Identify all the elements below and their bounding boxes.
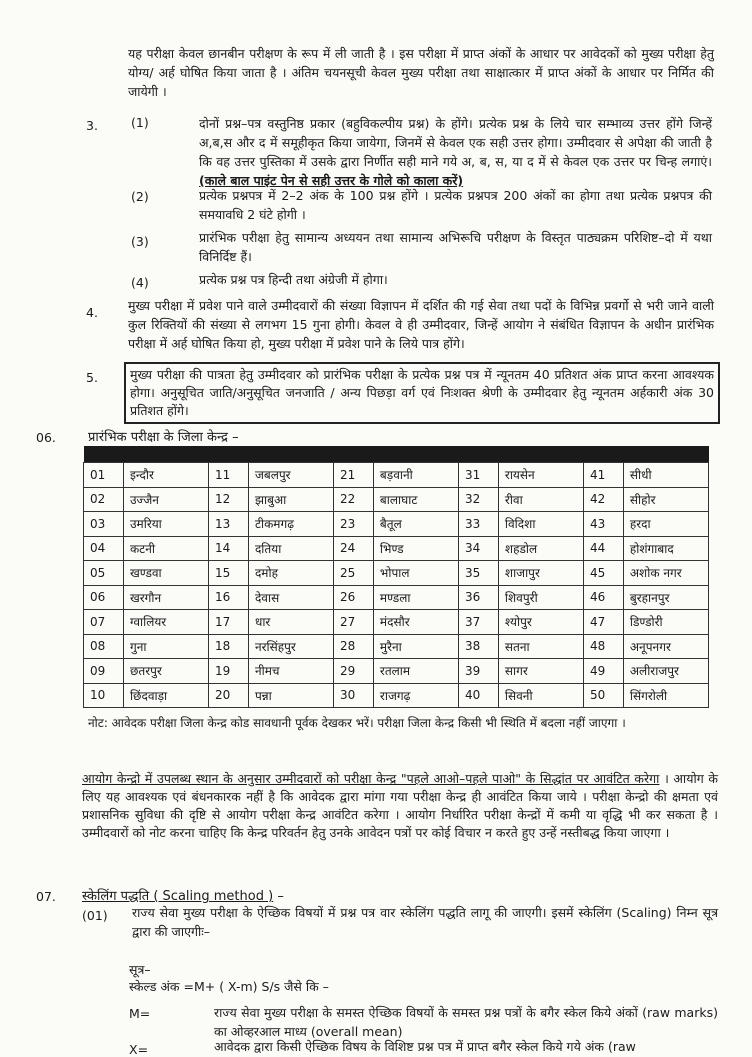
table-row <box>84 683 709 708</box>
item-7-1-text: राज्य सेवा मुख्य परीक्षा के ऐच्छिक विषयों में प्रश्न पत्र वार स्केलिंग पद्धति लागू की जाएगी। इसमें स्केलिंग (Scaling) निम्न सूत्र द्वारा की जाएगीः– <box>132 905 718 939</box>
section-6-number: 06. <box>36 430 56 445</box>
allotment-paragraph <box>82 770 718 842</box>
section-5-box: मुख्य परीक्षा की पात्रता हेतु उम्मीदवार को प्रारंभिक परीक्षा के प्रत्येक प्रश्न पत्र में न्यूनतम 40 प्रतिशत अंक प्राप्त करना आवश्यक होगा। अनुसूचित जाति/अनुसूचित जनजाति / अन्य पिछड़ा वर्ग एवं निःशक्त श्रेणी के उम्मीदवार हेतु न्यूनतम अर्हकारी अंक 30 प्रतिशत होंगे। <box>124 362 720 424</box>
centre-code: 33 <box>458 512 498 537</box>
def-m-symbol: M= <box>129 1006 151 1021</box>
centre-name: दमोह <box>248 561 333 586</box>
centre-code: 04 <box>84 536 124 561</box>
centre-name: बुरहानपुर <box>623 585 708 610</box>
centre-name: ग्वालियर <box>123 610 208 635</box>
centre-name: छतरपुर <box>123 659 208 684</box>
centre-code: 19 <box>208 659 248 684</box>
table-row <box>84 659 709 684</box>
table-row <box>84 561 709 586</box>
section-7-heading-text: स्केलिंग पद्धति ( Scaling method ) <box>82 889 274 904</box>
centre-name: देवास <box>248 585 333 610</box>
centre-code: 09 <box>84 659 124 684</box>
centre-code: 32 <box>458 487 498 512</box>
item-3-3-number: (3) <box>131 234 149 249</box>
centre-name: होशंगाबाद <box>623 536 708 561</box>
centre-name: सिंगरोली <box>623 683 708 708</box>
def-m-text: राज्य सेवा मुख्य परीक्षा के समस्त ऐच्छिक विषयों के समस्त प्रश्न पत्रों के बगैर स्केल किये अंकों (raw marks) का ओव्हरआल माध्य (overall mean) <box>214 1005 718 1039</box>
centre-code: 13 <box>208 512 248 537</box>
item-3-3-text: प्रारंभिक परीक्षा हेतु सामान्य अध्ययन तथा सामान्य अभिरूचि परीक्षण के विस्तृत पाठ्यक्रम परिशिष्ट–दो में यथा विनिर्दिष्ट हैं। <box>199 230 712 264</box>
centre-name: अशोक नगर <box>623 561 708 586</box>
centre-name: रीवा <box>498 487 583 512</box>
centre-code: 10 <box>84 683 124 708</box>
table-header-band <box>84 446 709 463</box>
centre-name: गुना <box>123 634 208 659</box>
district-centres-table <box>83 446 709 708</box>
table-note: नोट: आवेदक परीक्षा जिला केन्द्र कोड सावधानी पूर्वक देखकर भरें। परीक्षा जिला केन्द्र किसी भी स्थिति में बदला नहीं जाएगा । <box>88 716 626 730</box>
centre-name: भोपाल <box>373 561 458 586</box>
centre-code: 21 <box>333 463 373 488</box>
centre-name: भिण्ड <box>373 536 458 561</box>
centre-code: 48 <box>583 634 623 659</box>
centre-code: 29 <box>333 659 373 684</box>
centre-name: दतिया <box>248 536 333 561</box>
centre-name: अलीराजपुर <box>623 659 708 684</box>
centre-code: 15 <box>208 561 248 586</box>
intro-paragraph: यह परीक्षा केवल छानबीन परीक्षण के रूप में ली जाती है । इस परीक्षा में प्राप्त अंकों के आधार पर आवेदकों को मुख्य परीक्षा हेतु योग्य/ अर्ह घोषित किया जाता है । अंतिम चयनसूची केवल मुख्य परीक्षा तथा साक्षात्कार में प्राप्त अंकों के आधार पर निर्मित की जायेगी । <box>128 46 714 99</box>
centre-code: 30 <box>333 683 373 708</box>
centre-code: 49 <box>583 659 623 684</box>
centre-name: सीहोर <box>623 487 708 512</box>
centre-code: 46 <box>583 585 623 610</box>
centre-name: मंदसौर <box>373 610 458 635</box>
centre-name: उमरिया <box>123 512 208 537</box>
centre-code: 01 <box>84 463 124 488</box>
centre-name: शाजापुर <box>498 561 583 586</box>
table-row <box>84 536 709 561</box>
centre-name: खण्डवा <box>123 561 208 586</box>
item-3-2-number: (2) <box>131 189 149 204</box>
centre-code: 37 <box>458 610 498 635</box>
centre-name: श्योपुर <box>498 610 583 635</box>
allotment-rules: । आयोग के लिए यह आवश्यक एवं बंधनकारक नहीं है कि आवेदक द्वारा मांगा गया परीक्षा केन्द्र ही आवंटित किया जाये । परीक्षा केन्द्रो की क्षमता एवं प्रशासनिक सुविधा की दृष्टि से आयोग परीक्षा केन्द्र आवंटित करेगा । आयोग निर्धारित परीक्षा केन्द्रों में कमी या वृद्धि भी कर सकता है । उम्मीदवारों को नोट करना चाहिए कि केन्द्र परिवर्तन हेतु उनके आवेदन पत्रों पर कोई विचार न करते हुए उन्हें नस्तीबद्ध किया जाएगा । <box>82 771 718 840</box>
centre-name: रतलाम <box>373 659 458 684</box>
centre-code: 14 <box>208 536 248 561</box>
centre-code: 22 <box>333 487 373 512</box>
centre-code: 12 <box>208 487 248 512</box>
item-3-1-emphasis: (काले बाल पाइंट पेन से सही उत्तर के गोले को काला करें) <box>199 173 464 188</box>
centre-code: 38 <box>458 634 498 659</box>
item-3-1-text <box>199 114 712 190</box>
formula: स्केल्ड अंक =M+ ( X-m) S/s जैसे कि – <box>129 979 329 994</box>
item-3-4-text: प्रत्येक प्रश्न पत्र हिन्दी तथा अंग्रेजी में होगा। <box>199 272 388 287</box>
centre-name: विदिशा <box>498 512 583 537</box>
centre-code: 24 <box>333 536 373 561</box>
section-7-number: 07. <box>36 889 56 904</box>
item-7-1-number: (01) <box>82 908 108 923</box>
centre-code: 44 <box>583 536 623 561</box>
centre-code: 47 <box>583 610 623 635</box>
centre-name: धार <box>248 610 333 635</box>
centre-name: सागर <box>498 659 583 684</box>
item-3-1-body: दोनों प्रश्न–पत्र वस्तुनिष्ठ प्रकार (बहुविकल्पीय प्रश्न) के होंगे। प्रत्येक प्रश्न के लिये चार सम्भाव्य उत्तर होंगे जिन्हें अ,ब,स और द में समूहीकृत किया जायेगा, जिनमें से केवल एक सही उत्तर होगा। उम्मीदवार से अपेक्षा की जाती है कि वह उत्तर पुस्तिका में उसके द्वारा निर्णीत सही माने गये अ, ब, स, या द में से केवल एक उत्तर पर चिन्ह लगाएं। <box>199 116 712 169</box>
centre-code: 11 <box>208 463 248 488</box>
centre-name: शहडोल <box>498 536 583 561</box>
table-row <box>84 512 709 537</box>
centre-name: राजगढ़ <box>373 683 458 708</box>
centre-code: 17 <box>208 610 248 635</box>
centre-name: शिवपुरी <box>498 585 583 610</box>
centre-code: 16 <box>208 585 248 610</box>
centre-code: 40 <box>458 683 498 708</box>
centre-name: सिवनी <box>498 683 583 708</box>
section-6-heading: प्रारंभिक परीक्षा के जिला केन्द्र – <box>88 430 239 445</box>
table-row <box>84 585 709 610</box>
centre-name: नरसिंहपुर <box>248 634 333 659</box>
centre-name: खरगौन <box>123 585 208 610</box>
centre-name: टीकमगढ़ <box>248 512 333 537</box>
centre-name: उज्जैन <box>123 487 208 512</box>
centre-code: 26 <box>333 585 373 610</box>
centre-code: 18 <box>208 634 248 659</box>
centre-name: हरदा <box>623 512 708 537</box>
centre-code: 25 <box>333 561 373 586</box>
item-3-4-number: (4) <box>131 275 149 290</box>
centre-code: 31 <box>458 463 498 488</box>
centre-code: 45 <box>583 561 623 586</box>
centre-name: कटनी <box>123 536 208 561</box>
centre-name: जबलपुर <box>248 463 333 488</box>
centre-code: 03 <box>84 512 124 537</box>
item-3-1-number: (1) <box>131 115 149 130</box>
centre-name: नीमच <box>248 659 333 684</box>
table-row <box>84 634 709 659</box>
centre-code: 08 <box>84 634 124 659</box>
centre-name: मण्डला <box>373 585 458 610</box>
table-row <box>84 610 709 635</box>
def-x-symbol: X= <box>129 1042 149 1057</box>
centre-name: सीधी <box>623 463 708 488</box>
table-body <box>84 463 709 708</box>
centre-name: मुरैना <box>373 634 458 659</box>
centre-name: अनूपनगर <box>623 634 708 659</box>
table-row <box>84 463 709 488</box>
centre-name: पन्ना <box>248 683 333 708</box>
centre-name: डिण्डोरी <box>623 610 708 635</box>
section-4-number: 4. <box>86 305 98 320</box>
centre-name: सतना <box>498 634 583 659</box>
def-x-text: आवेदक द्वारा किसी ऐच्छिक विषय के विशिष्ट प्रश्न पत्र में प्राप्त बगैर स्केल किये गये अंक (raw <box>214 1039 636 1054</box>
centre-code: 20 <box>208 683 248 708</box>
centre-name: छिंदवाड़ा <box>123 683 208 708</box>
table-row <box>84 487 709 512</box>
centre-code: 43 <box>583 512 623 537</box>
section-5-number: 5. <box>86 370 98 385</box>
table-header-cell <box>84 446 709 463</box>
centre-name: बड़वानी <box>373 463 458 488</box>
centre-name: बैतूल <box>373 512 458 537</box>
centre-code: 41 <box>583 463 623 488</box>
centre-code: 39 <box>458 659 498 684</box>
formula-label: सूत्र– <box>129 962 151 977</box>
centre-code: 27 <box>333 610 373 635</box>
centre-code: 28 <box>333 634 373 659</box>
allotment-principle: आयोग केन्द्रो में उपलब्ध स्थान के अनुसार उम्मीदवारों को परीक्षा केन्द्र "पहले आओ–पहले पाओ" के सिद्धांत पर आवंटित करेगा <box>82 771 660 786</box>
section-7-heading-dash: – <box>273 889 284 904</box>
centre-code: 06 <box>84 585 124 610</box>
centre-code: 23 <box>333 512 373 537</box>
centre-code: 35 <box>458 561 498 586</box>
centre-name: बालाघाट <box>373 487 458 512</box>
centre-code: 02 <box>84 487 124 512</box>
centre-code: 50 <box>583 683 623 708</box>
centre-code: 36 <box>458 585 498 610</box>
centre-name: रायसेन <box>498 463 583 488</box>
centre-code: 34 <box>458 536 498 561</box>
centre-code: 42 <box>583 487 623 512</box>
centre-code: 05 <box>84 561 124 586</box>
section-7-heading <box>82 886 284 904</box>
section-3-number: 3. <box>86 118 98 133</box>
centre-name: इन्दौर <box>123 463 208 488</box>
section-4-text: मुख्य परीक्षा में प्रवेश पाने वाले उम्मीदवारों की संख्या विज्ञापन में दर्शित की गई सेवा तथा पदों के विभिन्न प्रवर्गो से भरी जाने वाली कुल रिक्तियों की संख्या से लगभग 15 गुना होगी। केवल वे ही उम्मीदवार, जिन्हें आयोग ने संबंधित विज्ञापन के अधीन प्रारंभिक परीक्षा में अर्ह घोषित किया हो, मुख्य परीक्षा में प्रवेश पाने के लिये पात्र होंगे। <box>128 298 714 351</box>
centre-code: 07 <box>84 610 124 635</box>
item-3-2-text: प्रत्येक प्रश्नपत्र में 2–2 अंक के 100 प्रश्न होंगे । प्रत्येक प्रश्नपत्र 200 अंकों का होगा तथा प्रत्येक प्रश्नपत्र की समयावधि 2 घंटे होगी । <box>199 188 712 222</box>
centre-name: झाबुआ <box>248 487 333 512</box>
